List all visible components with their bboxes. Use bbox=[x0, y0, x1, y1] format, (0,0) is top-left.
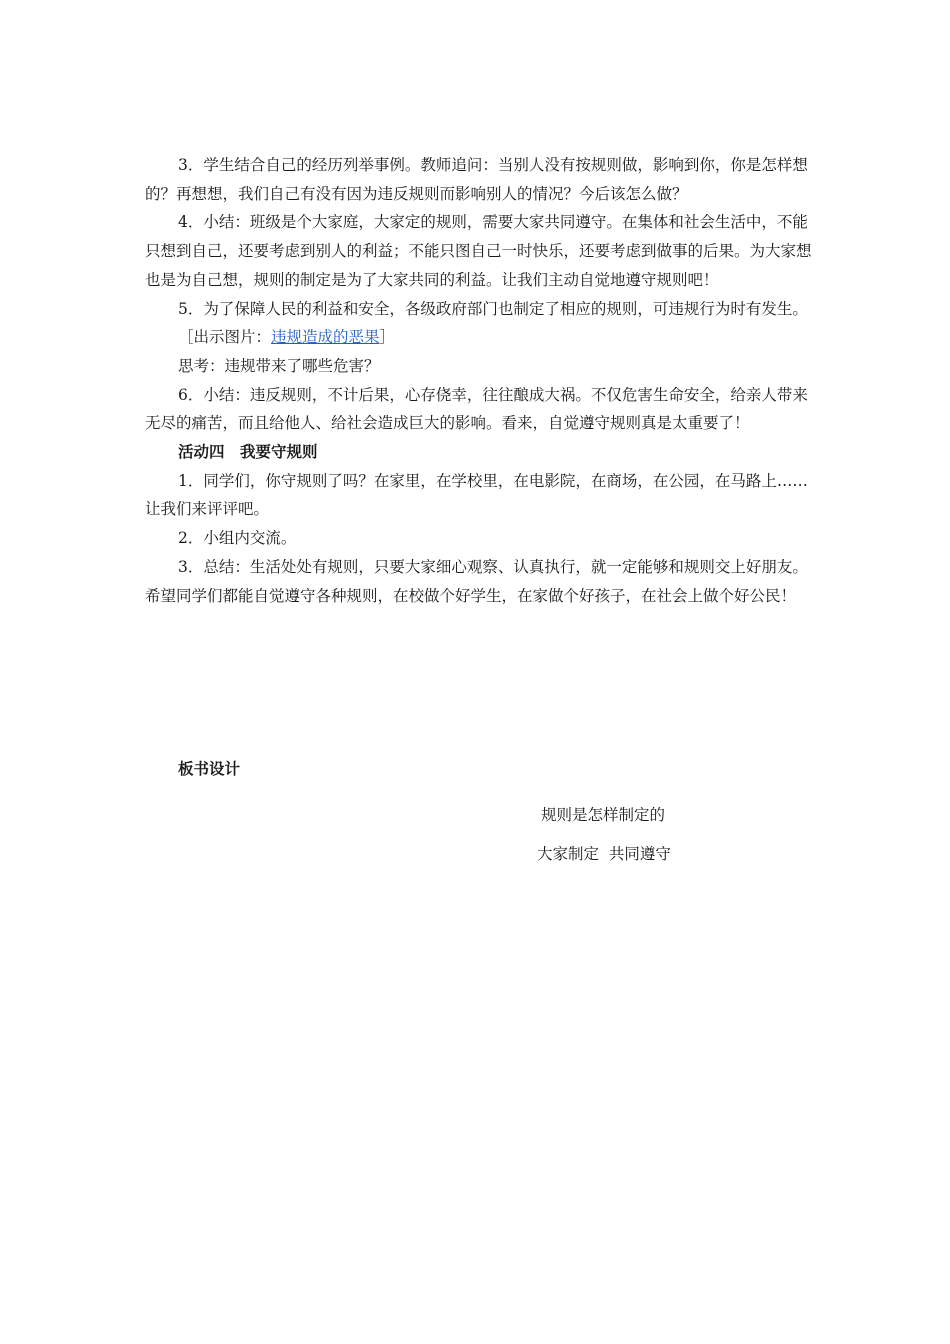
activity-4-heading: 活动四 我要守规则 bbox=[178, 442, 318, 462]
lesson-body bbox=[145, 151, 815, 610]
think-question: 思考：违规带来了哪些危害？ bbox=[178, 356, 380, 375]
paragraph-step-3: 3．学生结合自己的经历列举事例。教师追问：当别人没有按规则做，影响到你，你是怎样想的？再想想，我们自己有没有因为违反规则而影响别人的情况？今后该怎么做？ bbox=[145, 156, 808, 203]
activity-step-1: 1．同学们，你守规则了吗？在家里，在学校里，在电影院，在商场，在公园，在马路上……让我们来评评吧。 bbox=[145, 471, 808, 519]
board-design-heading: 板书设计 bbox=[178, 759, 241, 778]
show-picture-suffix: ］ bbox=[379, 328, 396, 347]
board-line-2: 大家制定 共同遵守 bbox=[537, 845, 671, 863]
show-picture-prefix: ［出示图片： bbox=[178, 328, 272, 347]
violation-consequences-link[interactable]: 违规造成的恶果 bbox=[271, 328, 380, 347]
activity-step-2: 2．小组内交流。 bbox=[178, 529, 297, 548]
activity-step-3: 3．总结：生活处处有规则，只要大家细心观察、认真执行，就一定能够和规则交上好朋友。希望同学们都能自觉遵守各种规则，在校做个好学生，在家做个好孩子，在社会上做个好公民！ bbox=[145, 557, 808, 605]
show-picture-line bbox=[145, 323, 815, 352]
board-line-1: 规则是怎样制定的 bbox=[541, 806, 666, 824]
paragraph-summary-4: 4．小结：班级是个大家庭，大家定的规则，需要大家共同遵守。在集体和社会生活中，不能只想到自己，还要考虑到别人的利益；不能只图自己一时快乐，还要考虑到做事的后果。为大家想也是为自己想，规则的制定是为了大家共同的利益。让我们主动自觉地遵守规则吧！ bbox=[145, 213, 812, 289]
paragraph-summary-6: 6．小结：违反规则，不计后果，心存侥幸，往往酿成大祸。不仅危害生命安全，给亲人带来无尽的痛苦，而且给他人、给社会造成巨大的影响。看来，自觉遵守规则真是太重要了！ bbox=[145, 385, 808, 433]
paragraph-step-5: 5．为了保障人民的利益和安全，各级政府部门也制定了相应的规则，可违规行为时有发生。 bbox=[178, 299, 808, 318]
